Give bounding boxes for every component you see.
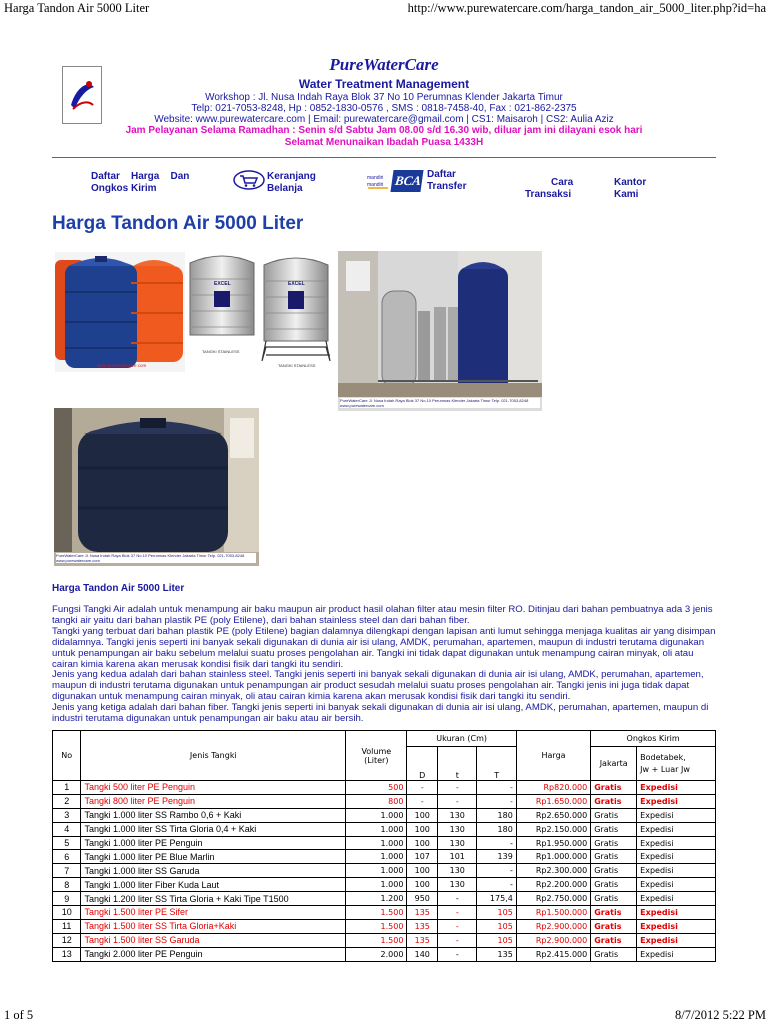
row-volume: 1.000 — [346, 822, 407, 836]
nav-our-office[interactable] — [614, 177, 646, 201]
row-jakarta: Gratis — [591, 906, 637, 920]
page-title: Harga Tandon Air 5000 Liter — [52, 213, 304, 234]
row-outside: Expedisi — [637, 794, 716, 808]
row-volume: 2.000 — [346, 947, 407, 961]
row-t-large: 139 — [477, 850, 516, 864]
table-row — [53, 864, 716, 878]
row-name: Tangki 1.200 liter SS Tirta Gloria + Kaki Tipe T1500 — [81, 892, 346, 906]
print-page-url: http://www.purewatercare.com/harga_tandon_air_5000_liter.php?id=ha — [407, 1, 766, 15]
large-tank-illustration — [54, 408, 259, 552]
article-body — [52, 605, 716, 725]
photo-stainless-tanks — [186, 251, 336, 371]
row-volume: 1.000 — [346, 864, 407, 878]
ramadan-greeting: Selamat Menunaikan Ibadah Puasa 1433H — [284, 137, 484, 148]
row-jakarta: Gratis — [591, 781, 637, 795]
row-t-large: 175,4 — [477, 892, 516, 906]
row-t-large: 105 — [477, 933, 516, 947]
row-volume: 500 — [346, 781, 407, 795]
row-name: Tangki 1.000 liter PE Penguin — [81, 836, 346, 850]
nav-office-line2: Kami — [614, 189, 639, 200]
row-t-large: - — [477, 794, 516, 808]
row-jakarta: Gratis — [591, 794, 637, 808]
row-no: 12 — [53, 933, 81, 947]
table-row — [53, 919, 716, 933]
row-diameter: 135 — [407, 919, 438, 933]
row-no: 6 — [53, 850, 81, 864]
row-name: Tangki 2.000 liter PE Penguin — [81, 947, 346, 961]
table-row — [53, 836, 716, 850]
row-t-small: 130 — [438, 836, 477, 850]
table-row — [53, 933, 716, 947]
row-volume: 1.000 — [346, 808, 407, 822]
row-volume: 1.000 — [346, 878, 407, 892]
row-diameter: 100 — [407, 822, 438, 836]
row-price: Rp1.950.000 — [516, 836, 590, 850]
print-footer — [0, 1006, 768, 1024]
row-name: Tangki 1.000 liter SS Garuda — [81, 864, 346, 878]
row-diameter: - — [407, 781, 438, 795]
row-price: Rp2.415.000 — [516, 947, 590, 961]
row-outside: Expedisi — [637, 933, 716, 947]
contact-phones: Telp: 021-7053-8248, Hp : 0852-1830-0576 , SMS : 0818-7458-40, Fax : 021-862-2375 — [191, 103, 577, 114]
article-paragraph-3: Jenis yang kedua adalah dari bahan stainless steel. Tangki jenis seperti ini banyak sekali digunakan di dunia air isi ulang, AMDK, perumahan, apartemen, maupun di industri terutama digunakan untuk penampungan air product sesudah melalui suatu proses pengolahan air. Tangki jenis ini juga tidak dapat digunakan untuk menampung cairan minyak, oli atau cairan kimia karena akan merusak kondisi fisik dari tangki itu sendiri. — [52, 669, 704, 703]
row-t-small: - — [438, 919, 477, 933]
row-t-small: - — [438, 947, 477, 961]
row-outside: Expedisi — [637, 947, 716, 961]
table-row — [53, 850, 716, 864]
col-header-outside-line2: Jw + Luar Jw — [640, 764, 690, 774]
contact-website: Website: www.purewatercare.com | Email: purewatercare@gmail.com | CS1: Maisaroh | CS2: Aulia Aziz — [154, 114, 614, 125]
row-price: Rp2.900.000 — [516, 919, 590, 933]
row-t-small: 130 — [438, 808, 477, 822]
price-table-body — [53, 781, 716, 962]
row-t-small: - — [438, 906, 477, 920]
shopping-cart-icon[interactable] — [233, 170, 265, 190]
row-outside: Expedisi — [637, 864, 716, 878]
row-price: Rp1.000.000 — [516, 850, 590, 864]
table-row — [53, 906, 716, 920]
nav-cart-line1: Keranjang — [267, 171, 316, 182]
row-name: Tangki 800 liter PE Penguin — [81, 794, 346, 808]
row-no: 1 — [53, 781, 81, 795]
photo2-caption-b: TANGKI STAINLESS — [278, 363, 316, 368]
photo2-label-b: EXCEL — [288, 281, 305, 287]
row-jakarta: Gratis — [591, 850, 637, 864]
row-outside: Expedisi — [637, 906, 716, 920]
mandiri-logo-icon — [366, 170, 390, 192]
row-no: 9 — [53, 892, 81, 906]
row-jakarta: Gratis — [591, 933, 637, 947]
row-name: Tangki 1.000 liter Fiber Kuda Laut — [81, 878, 346, 892]
filter-room-illustration — [338, 251, 542, 397]
row-no: 7 — [53, 864, 81, 878]
nav-how-to-transact[interactable] — [525, 177, 574, 201]
photo-large-tank — [54, 408, 259, 566]
row-volume: 1.500 — [346, 919, 407, 933]
row-no: 10 — [53, 906, 81, 920]
row-outside: Expedisi — [637, 822, 716, 836]
row-jakarta: Gratis — [591, 892, 637, 906]
row-diameter: 135 — [407, 933, 438, 947]
col-header-volume-label: Volume — [361, 746, 392, 756]
row-outside: Expedisi — [637, 919, 716, 933]
row-jakarta: Gratis — [591, 822, 637, 836]
col-header-outside-line1: Bodetabek, — [640, 752, 686, 762]
row-no: 13 — [53, 947, 81, 961]
col-header-volume-unit: (Liter) — [364, 755, 389, 765]
row-volume: 1.500 — [346, 906, 407, 920]
row-no: 2 — [53, 794, 81, 808]
row-t-small: - — [438, 794, 477, 808]
col-header-price: Harga — [516, 731, 590, 781]
nav-price-list-line1: Daftar Harga Dan — [91, 171, 190, 182]
nav-price-list-line2: Ongkos Kirim — [91, 183, 157, 194]
row-no: 11 — [53, 919, 81, 933]
row-t-large: - — [477, 864, 516, 878]
row-volume: 1.200 — [346, 892, 407, 906]
row-diameter: 140 — [407, 947, 438, 961]
print-header — [0, 0, 768, 16]
nav-cart-line2: Belanja — [267, 183, 303, 194]
row-volume: 800 — [346, 794, 407, 808]
row-t-large: - — [477, 836, 516, 850]
header-divider — [52, 157, 716, 158]
row-no: 4 — [53, 822, 81, 836]
nav-price-list[interactable] — [91, 171, 189, 195]
row-price: Rp2.150.000 — [516, 822, 590, 836]
row-price: Rp2.750.000 — [516, 892, 590, 906]
table-row — [53, 808, 716, 822]
print-page-number: 1 of 5 — [4, 1008, 34, 1022]
bank-logos-icon[interactable] — [366, 170, 424, 192]
workshop-address: Workshop : Jl. Nusa Indah Raya Blok 37 No 10 Perumnas Klender Jakarta Timur — [205, 92, 563, 103]
nav-transfer-line1: Daftar — [427, 169, 456, 180]
row-diameter: 100 — [407, 878, 438, 892]
article-section-title: Harga Tandon Air 5000 Liter — [52, 583, 185, 594]
svg-text:mandiri: mandiri — [367, 182, 384, 188]
row-t-large: - — [477, 781, 516, 795]
row-outside: Expedisi — [637, 808, 716, 822]
bca-logo-icon — [390, 170, 423, 192]
row-volume: 1.000 — [346, 836, 407, 850]
row-t-small: 101 — [438, 850, 477, 864]
nav-shopping-cart[interactable] — [267, 171, 316, 195]
row-price: Rp1.500.000 — [516, 906, 590, 920]
row-diameter: 107 — [407, 850, 438, 864]
photo4-caption: PureWaterCare Jl. Nusa Indah Raya Blok 37 No.10 Perumnas Klender Jakarta Timur Telp. 021-7053-8248 www.purewatercare.com — [56, 553, 256, 563]
row-name: Tangki 1.000 liter SS Rambo 0,6 + Kaki — [81, 808, 346, 822]
row-t-large: 135 — [477, 947, 516, 961]
row-t-small: - — [438, 892, 477, 906]
row-outside: Expedisi — [637, 892, 716, 906]
article-paragraph-4: Jenis yang ketiga adalah dari bahan fiber. Tangki jenis seperti ini banyak sekali digunakan di dunia air isi ulang, AMDK, perumahan, apartemen, maupun di industri terutama digunakan untuk penampungan air baku atau air bersih. — [52, 702, 709, 725]
photo-filter-room — [338, 251, 542, 411]
row-t-small: 130 — [438, 864, 477, 878]
row-name: Tangki 1.000 liter SS Tirta Gloria 0,4 + Kaki — [81, 822, 346, 836]
site-brand[interactable]: PureWaterCare — [329, 55, 439, 74]
row-no: 3 — [53, 808, 81, 822]
svg-text:mandiri: mandiri — [367, 175, 384, 181]
row-price: Rp1.650.000 — [516, 794, 590, 808]
photo2-label-a: EXCEL — [214, 281, 231, 287]
row-t-large: - — [477, 878, 516, 892]
bca-logo-text: BCA — [394, 173, 423, 188]
nav-howto-line2: Transaksi — [525, 189, 572, 200]
table-row — [53, 794, 716, 808]
row-t-small: - — [438, 933, 477, 947]
row-diameter: 100 — [407, 864, 438, 878]
row-name: Tangki 1.500 liter PE Sifer — [81, 906, 346, 920]
row-t-large: 180 — [477, 808, 516, 822]
nav-transfer-list[interactable] — [427, 169, 466, 193]
price-table-head — [53, 731, 716, 781]
row-name: Tangki 1.500 liter SS Garuda — [81, 933, 346, 947]
price-table — [52, 730, 716, 962]
col-header-t-small: t — [438, 747, 477, 781]
row-jakarta: Gratis — [591, 836, 637, 850]
row-no: 5 — [53, 836, 81, 850]
row-name: Tangki 1.500 liter SS Tirta Gloria+Kaki — [81, 919, 346, 933]
row-outside: Expedisi — [637, 836, 716, 850]
photo2-caption-a: TANGKI STAINLESS — [202, 349, 240, 354]
row-t-small: - — [438, 781, 477, 795]
col-header-size: Ukuran (Cm) — [407, 731, 516, 747]
col-header-t-large: T — [477, 747, 516, 781]
row-t-large: 105 — [477, 919, 516, 933]
col-header-volume — [346, 731, 407, 781]
row-name: Tangki 1.000 liter PE Blue Marlin — [81, 850, 346, 864]
col-header-no: No — [53, 731, 81, 781]
row-price: Rp2.650.000 — [516, 808, 590, 822]
row-name: Tangki 500 liter PE Penguin — [81, 781, 346, 795]
row-jakarta: Gratis — [591, 864, 637, 878]
row-volume: 1.000 — [346, 850, 407, 864]
row-outside: Expedisi — [637, 850, 716, 864]
table-row — [53, 822, 716, 836]
table-row — [53, 781, 716, 795]
row-jakarta: Gratis — [591, 947, 637, 961]
row-diameter: 135 — [407, 906, 438, 920]
photo-pe-tanks — [55, 252, 185, 372]
col-header-outside — [637, 747, 716, 781]
row-price: Rp2.300.000 — [516, 864, 590, 878]
table-row — [53, 878, 716, 892]
row-no: 8 — [53, 878, 81, 892]
row-t-small: 130 — [438, 878, 477, 892]
print-page-title: Harga Tandon Air 5000 Liter — [4, 1, 150, 15]
site-tagline: Water Treatment Management — [298, 77, 470, 91]
row-diameter: 950 — [407, 892, 438, 906]
article-paragraph-2: Tangki yang terbuat dari bahan plastik PE (poly Etilene) bagian dalamnya dilengkapi dengan lapisan anti lumut sehingga menjaga kualitas air yang disimpan didalamnya. Tangki jenis seperti ini banyak sekali digunakan di dunia air isi ulang, AMDK, perumahan, apartemen, maupun di industri terutama digunakan untuk penampungan air baku sebelum melalui suatu proses pengolahan air. Tangki ini tidak dapat digunakan untuk menampung cairan minyak, oli atau cairan kimia karena akan merusak kondisi fisik dari tangki itu sendiri. — [52, 625, 716, 670]
photo1-caption: www.purewatercare.com — [97, 363, 147, 368]
pe-tanks-illustration — [55, 252, 185, 372]
article-paragraph-1: Fungsi Tangki Air adalah untuk menampung air baku maupun air product hasil olahan filter atau mesin filter RO. Ditinjau dari bahan pembuatnya ada 3 jenis tangki air yaitu dari bahan plastik PE (poly Etilene), dari bahan stainless steel dan dari bahan fiber. — [52, 604, 713, 626]
row-jakarta: Gratis — [591, 919, 637, 933]
row-jakarta: Gratis — [591, 878, 637, 892]
row-t-large: 105 — [477, 906, 516, 920]
row-volume: 1.500 — [346, 933, 407, 947]
nav-howto-line1: Cara — [551, 177, 574, 188]
col-header-type: Jenis Tangki — [81, 731, 346, 781]
row-diameter: 100 — [407, 836, 438, 850]
nav-office-line1: Kantor — [614, 177, 647, 188]
nav-transfer-line2: Transfer — [427, 181, 467, 192]
row-price: Rp820.000 — [516, 781, 590, 795]
row-t-small: 130 — [438, 822, 477, 836]
col-header-d: D — [407, 747, 438, 781]
col-header-shipping: Ongkos Kirim — [591, 731, 716, 747]
service-hours-notice: Jam Pelayanan Selama Ramadhan : Senin s/d Sabtu Jam 08.00 s/d 16.30 wib, diluar jam ini dilayani esok hari — [125, 125, 643, 136]
row-jakarta: Gratis — [591, 808, 637, 822]
row-t-large: 180 — [477, 822, 516, 836]
table-row — [53, 947, 716, 961]
table-row — [53, 892, 716, 906]
row-price: Rp2.900.000 — [516, 933, 590, 947]
row-outside: Expedisi — [637, 781, 716, 795]
col-header-jakarta: Jakarta — [591, 747, 637, 781]
print-datetime: 8/7/2012 5:22 PM — [675, 1008, 766, 1022]
row-diameter: - — [407, 794, 438, 808]
row-outside: Expedisi — [637, 878, 716, 892]
row-diameter: 100 — [407, 808, 438, 822]
photo3-caption: PureWaterCare Jl. Nusa Indah Raya Blok 37 No.10 Perumnas Klender Jakarta Timur Telp. 021-7053-8248 www.purewatercare.com — [340, 398, 540, 408]
row-price: Rp2.200.000 — [516, 878, 590, 892]
